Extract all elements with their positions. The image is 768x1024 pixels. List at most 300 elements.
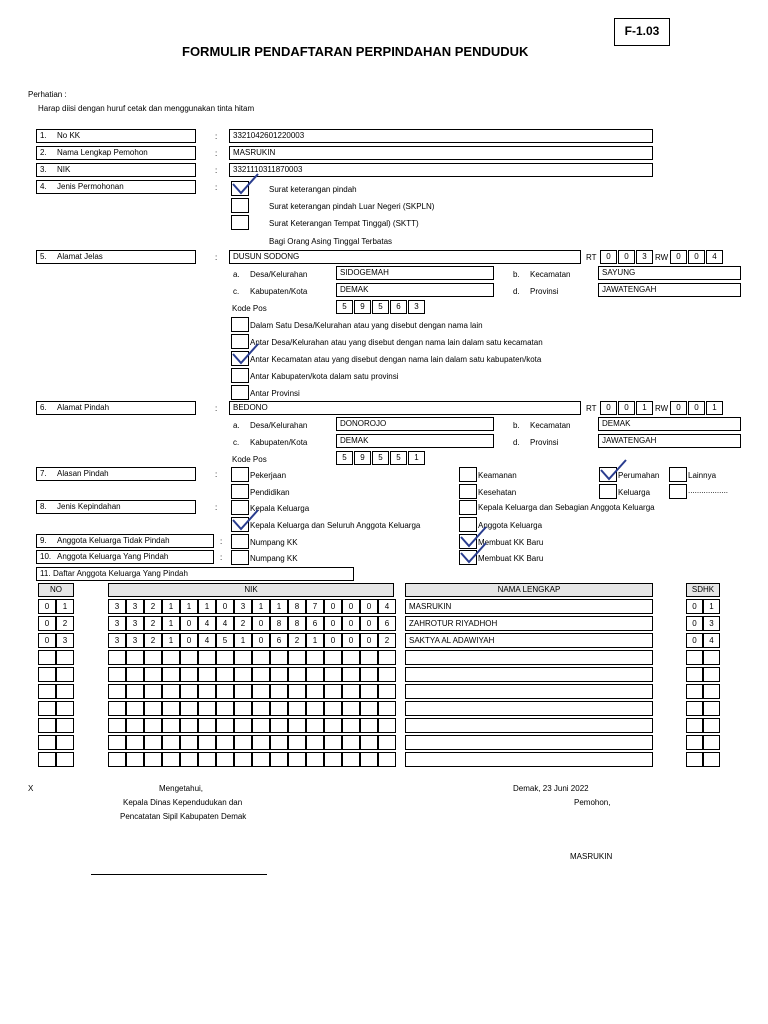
sdhk-digit-cell[interactable]: [686, 718, 703, 733]
checkbox-lainnya[interactable]: [669, 467, 687, 482]
nik-digit-cell[interactable]: 0: [324, 633, 342, 648]
sub-letter: a.: [233, 270, 240, 279]
nik-digit-cell[interactable]: [180, 650, 198, 665]
nik-digit-cell[interactable]: 3: [234, 599, 252, 614]
nik-digit-cell[interactable]: [216, 650, 234, 665]
nik-digit-cell[interactable]: 0: [342, 599, 360, 614]
sub-letter: c.: [233, 287, 240, 296]
nik-digit-cell[interactable]: [306, 735, 324, 750]
nik-digit-cell[interactable]: [144, 650, 162, 665]
checkbox-keamanan[interactable]: [459, 467, 477, 482]
nik-digit-cell[interactable]: [108, 718, 126, 733]
nik-digit-cell[interactable]: [360, 718, 378, 733]
nik-digit-cell[interactable]: [288, 752, 306, 767]
nik-digit-cell[interactable]: [216, 701, 234, 716]
nik-digit-cell[interactable]: [360, 735, 378, 750]
nik-digit-cell[interactable]: [360, 650, 378, 665]
nik-digit-cell[interactable]: [180, 752, 198, 767]
notice-label: Perhatian :: [28, 90, 67, 99]
digit: 3: [636, 250, 653, 264]
nik-digit-cell[interactable]: [342, 701, 360, 716]
nik-digit-cell[interactable]: [252, 735, 270, 750]
colon: :: [215, 166, 218, 175]
kepala-dinas-line1: Kepala Dinas Kependudukan dan: [123, 798, 243, 807]
nik-digit-cell[interactable]: 1: [180, 599, 198, 614]
no-digit-cell[interactable]: 0: [38, 633, 56, 648]
nik-digit-cell[interactable]: 1: [306, 633, 324, 648]
nik-digit-cell[interactable]: [162, 701, 180, 716]
nik-digit-cell[interactable]: [108, 701, 126, 716]
checkbox-pekerjaan[interactable]: [231, 467, 249, 482]
nik-digit-cell[interactable]: 0: [324, 616, 342, 631]
sub-letter: a.: [233, 421, 240, 430]
nik-digit-cell[interactable]: 1: [162, 616, 180, 631]
checkbox-perumahan[interactable]: [599, 467, 617, 482]
nik-digit-cell[interactable]: 0: [342, 616, 360, 631]
nik-digit-cell[interactable]: [270, 650, 288, 665]
sub-label: Desa/Kelurahan: [250, 421, 308, 430]
sdhk-digit-cell[interactable]: [703, 752, 720, 767]
nik-digit-cell[interactable]: [162, 735, 180, 750]
nik-digit-cell[interactable]: [144, 718, 162, 733]
nik-digit-cell[interactable]: [126, 752, 144, 767]
member-name-cell[interactable]: MASRUKIN: [405, 599, 653, 614]
nik-digit-cell[interactable]: [108, 752, 126, 767]
label-jenis-permohonan: 4. Jenis Permohonan: [36, 180, 196, 194]
nik-digit-cell[interactable]: [144, 735, 162, 750]
nik-digit-cell[interactable]: [288, 667, 306, 682]
option-label: Anggota Keluarga: [478, 521, 543, 530]
no-digit-cell[interactable]: [56, 650, 74, 665]
desa-field[interactable]: DONOROJO: [336, 417, 494, 431]
nik-digit-cell[interactable]: [234, 650, 252, 665]
sdhk-digit-cell[interactable]: [703, 684, 720, 699]
nik-digit-cell[interactable]: [234, 718, 252, 733]
nik-digit-cell[interactable]: [378, 684, 396, 699]
nik-digit-cell[interactable]: [378, 735, 396, 750]
nik-digit-cell[interactable]: [360, 684, 378, 699]
nik-digit-cell[interactable]: 3: [126, 633, 144, 648]
nik-digit-cell[interactable]: [216, 752, 234, 767]
nik-digit-cell[interactable]: [180, 667, 198, 682]
nik-digit-cell[interactable]: [378, 718, 396, 733]
nik-digit-cell[interactable]: [360, 667, 378, 682]
nik-field[interactable]: 3321110311870003: [229, 163, 653, 177]
no-digit-cell[interactable]: 0: [38, 616, 56, 631]
digit: 4: [706, 250, 723, 264]
nik-digit-cell[interactable]: 8: [288, 599, 306, 614]
sdhk-digit-cell[interactable]: 1: [703, 599, 720, 614]
checkbox-kk-seluruh[interactable]: [231, 517, 249, 532]
member-name-cell[interactable]: [405, 752, 653, 767]
nik-digit-cell[interactable]: 0: [342, 633, 360, 648]
no-digit-cell[interactable]: [38, 650, 56, 665]
nik-digit-cell[interactable]: [342, 735, 360, 750]
no-digit-cell[interactable]: [56, 735, 74, 750]
nik-digit-cell[interactable]: [288, 684, 306, 699]
nik-digit-cell[interactable]: 1: [198, 599, 216, 614]
nik-digit-cell[interactable]: 0: [360, 616, 378, 631]
nik-digit-cell[interactable]: [324, 701, 342, 716]
header-sdhk: SDHK: [686, 583, 720, 597]
alamat-jelas-field[interactable]: DUSUN SODONG: [229, 250, 581, 264]
option-label: Antar Kecamatan atau yang disebut dengan nama lain dalam satu kabupaten/kota: [250, 355, 542, 364]
nik-digit-cell[interactable]: [108, 650, 126, 665]
nik-digit-cell[interactable]: [288, 701, 306, 716]
provinsi-field[interactable]: JAWATENGAH: [598, 434, 741, 448]
nik-digit-cell[interactable]: [198, 667, 216, 682]
no-kk-field[interactable]: 3321042601220003: [229, 129, 653, 143]
no-digit-cell[interactable]: [56, 667, 74, 682]
nik-digit-cell[interactable]: 0: [216, 599, 234, 614]
nik-digit-cell[interactable]: [342, 718, 360, 733]
nik-digit-cell[interactable]: 2: [378, 633, 396, 648]
nik-digit-cell[interactable]: [342, 684, 360, 699]
nik-digit-cell[interactable]: [216, 718, 234, 733]
sdhk-digit-cell[interactable]: [686, 667, 703, 682]
nik-digit-cell[interactable]: 2: [144, 633, 162, 648]
nik-digit-cell[interactable]: [252, 684, 270, 699]
nik-digit-cell[interactable]: [126, 684, 144, 699]
sdhk-digit-cell[interactable]: 4: [703, 633, 720, 648]
nik-digit-cell[interactable]: [270, 667, 288, 682]
member-name-cell[interactable]: [405, 735, 653, 750]
digit: 0: [600, 401, 617, 415]
nik-digit-cell[interactable]: 4: [378, 599, 396, 614]
nik-digit-cell[interactable]: [162, 650, 180, 665]
nik-digit-cell[interactable]: [252, 667, 270, 682]
colon: :: [215, 183, 218, 192]
no-digit-cell[interactable]: [38, 684, 56, 699]
nik-digit-cell[interactable]: 0: [180, 633, 198, 648]
nik-digit-cell[interactable]: [324, 718, 342, 733]
nik-digit-cell[interactable]: 5: [216, 633, 234, 648]
sdhk-digit-cell[interactable]: [703, 650, 720, 665]
option-label: Membuat KK Baru: [478, 538, 544, 547]
sdhk-digit-cell[interactable]: 0: [686, 616, 703, 631]
kodepos-label: Kode Pos: [232, 304, 267, 313]
kecamatan-field[interactable]: SAYUNG: [598, 266, 741, 280]
nik-digit-cell[interactable]: [252, 650, 270, 665]
kabupaten-field[interactable]: DEMAK: [336, 434, 494, 448]
nik-digit-cell[interactable]: [126, 701, 144, 716]
no-digit-cell[interactable]: 0: [38, 599, 56, 614]
nik-digit-cell[interactable]: 1: [162, 633, 180, 648]
option-label: Membuat KK Baru: [478, 554, 544, 563]
digit: 5: [336, 300, 353, 314]
nik-digit-cell[interactable]: [306, 752, 324, 767]
nik-digit-cell[interactable]: [144, 752, 162, 767]
nik-digit-cell[interactable]: 0: [252, 633, 270, 648]
sdhk-digit-cell[interactable]: [686, 735, 703, 750]
nik-digit-cell[interactable]: [216, 684, 234, 699]
nik-digit-cell[interactable]: [324, 650, 342, 665]
nik-digit-cell[interactable]: [306, 667, 324, 682]
nama-field[interactable]: MASRUKIN: [229, 146, 653, 160]
nik-digit-cell[interactable]: 7: [306, 599, 324, 614]
nik-digit-cell[interactable]: [270, 718, 288, 733]
nik-digit-cell[interactable]: [306, 650, 324, 665]
sdhk-digit-cell[interactable]: [686, 684, 703, 699]
sub-letter: c.: [233, 438, 240, 447]
lainnya-dots: ..................: [688, 486, 729, 495]
digit: 9: [354, 451, 371, 465]
option-label: Pendidikan: [250, 488, 290, 497]
checkbox-numpang-kk[interactable]: [231, 550, 249, 565]
nik-digit-cell[interactable]: [234, 667, 252, 682]
label-alasan: 7. Alasan Pindah: [36, 467, 196, 481]
option-label: Kepala Keluarga dan Sebagian Anggota Keluarga: [478, 503, 655, 512]
sdhk-digit-cell[interactable]: [686, 752, 703, 767]
nik-digit-cell[interactable]: [180, 735, 198, 750]
sub-label: Kabupaten/Kota: [250, 438, 308, 447]
nik-digit-cell[interactable]: [180, 684, 198, 699]
nik-digit-cell[interactable]: [252, 701, 270, 716]
checkbox-kk-baru[interactable]: [459, 550, 477, 565]
nik-digit-cell[interactable]: 2: [144, 599, 162, 614]
checkbox-klasifikasi[interactable]: [231, 317, 249, 332]
kabupaten-field[interactable]: DEMAK: [336, 283, 494, 297]
nik-digit-cell[interactable]: 0: [360, 633, 378, 648]
member-name-cell[interactable]: [405, 684, 653, 699]
sdhk-digit-cell[interactable]: [703, 718, 720, 733]
nik-digit-cell[interactable]: [234, 701, 252, 716]
kepala-dinas-line2: Pencatatan Sipil Kabupaten Demak: [120, 812, 247, 821]
nik-digit-cell[interactable]: [306, 684, 324, 699]
sdhk-digit-cell[interactable]: 0: [686, 599, 703, 614]
provinsi-field[interactable]: JAWATENGAH: [598, 283, 741, 297]
no-digit-cell[interactable]: [56, 718, 74, 733]
checkbox-klasifikasi[interactable]: [231, 351, 249, 366]
nik-digit-cell[interactable]: 0: [360, 599, 378, 614]
checkbox-skpln[interactable]: [231, 198, 249, 213]
checkbox-numpang-kk[interactable]: [231, 534, 249, 549]
digit: 5: [372, 300, 389, 314]
checkbox-surat-pindah[interactable]: [231, 181, 249, 196]
checkbox-lainnya-input[interactable]: [669, 484, 687, 499]
label-alamat-pindah: 6. Alamat Pindah: [36, 401, 196, 415]
nik-digit-cell[interactable]: [270, 752, 288, 767]
option-label: Surat keterangan pindah: [269, 185, 357, 194]
label-nik: 3. NIK: [36, 163, 196, 177]
sdhk-digit-cell[interactable]: [686, 650, 703, 665]
checkbox-keluarga[interactable]: [599, 484, 617, 499]
nik-digit-cell[interactable]: [198, 752, 216, 767]
nik-digit-cell[interactable]: 8: [288, 616, 306, 631]
checkbox-klasifikasi[interactable]: [231, 368, 249, 383]
no-digit-cell[interactable]: [38, 735, 56, 750]
nik-digit-cell[interactable]: [198, 735, 216, 750]
nik-digit-cell[interactable]: 2: [234, 616, 252, 631]
desa-field[interactable]: SIDOGEMAH: [336, 266, 494, 280]
nik-digit-cell[interactable]: [126, 735, 144, 750]
nik-digit-cell[interactable]: [252, 752, 270, 767]
nik-digit-cell[interactable]: 2: [288, 633, 306, 648]
label-nama: 2. Nama Lengkap Pemohon: [36, 146, 196, 160]
sdhk-digit-cell[interactable]: 0: [686, 633, 703, 648]
nik-digit-cell[interactable]: [126, 667, 144, 682]
nik-digit-cell[interactable]: [216, 667, 234, 682]
nik-digit-cell[interactable]: [198, 684, 216, 699]
nik-digit-cell[interactable]: [378, 701, 396, 716]
checkbox-sktt[interactable]: [231, 215, 249, 230]
member-name-cell[interactable]: [405, 701, 653, 716]
sdhk-digit-cell[interactable]: [703, 735, 720, 750]
nik-digit-cell[interactable]: 0: [180, 616, 198, 631]
sub-letter: b.: [513, 270, 520, 279]
page-title: FORMULIR PENDAFTARAN PERPINDAHAN PENDUDUK: [182, 44, 529, 59]
member-name-cell[interactable]: SAKTYA AL ADAWIYAH: [405, 633, 653, 648]
colon: :: [215, 149, 218, 158]
nik-digit-cell[interactable]: 3: [108, 633, 126, 648]
member-name-cell[interactable]: [405, 650, 653, 665]
rt-label: RT: [586, 404, 597, 413]
nik-digit-cell[interactable]: [342, 650, 360, 665]
no-digit-cell[interactable]: [38, 667, 56, 682]
no-digit-cell[interactable]: 3: [56, 633, 74, 648]
nik-digit-cell[interactable]: [198, 650, 216, 665]
checkbox-klasifikasi[interactable]: [231, 385, 249, 400]
nik-digit-cell[interactable]: [198, 718, 216, 733]
sdhk-digit-cell[interactable]: [703, 667, 720, 682]
nik-digit-cell[interactable]: [360, 752, 378, 767]
sdhk-digit-cell[interactable]: [703, 701, 720, 716]
nik-digit-cell[interactable]: [360, 701, 378, 716]
nik-digit-cell[interactable]: [216, 735, 234, 750]
checkbox-pendidikan[interactable]: [231, 484, 249, 499]
nik-digit-cell[interactable]: [342, 667, 360, 682]
sdhk-digit-cell[interactable]: 3: [703, 616, 720, 631]
no-digit-cell[interactable]: [38, 752, 56, 767]
nik-digit-cell[interactable]: 0: [324, 599, 342, 614]
no-digit-cell[interactable]: 1: [56, 599, 74, 614]
colon: :: [215, 404, 218, 413]
member-name-cell[interactable]: [405, 718, 653, 733]
nik-digit-cell[interactable]: 8: [270, 616, 288, 631]
option-label: Numpang KK: [250, 554, 298, 563]
nik-digit-cell[interactable]: [180, 718, 198, 733]
nik-digit-cell[interactable]: [270, 684, 288, 699]
nik-digit-cell[interactable]: 3: [126, 616, 144, 631]
nik-digit-cell[interactable]: [234, 735, 252, 750]
nik-digit-cell[interactable]: 6: [378, 616, 396, 631]
header-no: NO: [38, 583, 74, 597]
nik-digit-cell[interactable]: 4: [198, 633, 216, 648]
nik-digit-cell[interactable]: [378, 667, 396, 682]
checkbox-kesehatan[interactable]: [459, 484, 477, 499]
nik-digit-cell[interactable]: 6: [270, 633, 288, 648]
nik-digit-cell[interactable]: [144, 684, 162, 699]
nik-digit-cell[interactable]: 1: [234, 633, 252, 648]
sdhk-digit-cell[interactable]: [686, 701, 703, 716]
checkbox-kk-sebagian[interactable]: [459, 500, 477, 515]
digit: 1: [636, 401, 653, 415]
nik-digit-cell[interactable]: [234, 752, 252, 767]
nik-digit-cell[interactable]: [324, 667, 342, 682]
nik-digit-cell[interactable]: 1: [270, 599, 288, 614]
sub-letter: d.: [513, 438, 520, 447]
checkmark-icon: [230, 172, 260, 196]
sub-label: Kecamatan: [530, 270, 571, 279]
nik-digit-cell[interactable]: [378, 752, 396, 767]
nik-digit-cell[interactable]: [108, 684, 126, 699]
member-name-cell[interactable]: ZAHROTUR RIYADHOH: [405, 616, 653, 631]
member-name-cell[interactable]: [405, 667, 653, 682]
nik-digit-cell[interactable]: [306, 701, 324, 716]
nik-digit-cell[interactable]: [144, 667, 162, 682]
nik-digit-cell[interactable]: [252, 718, 270, 733]
header-nama: NAMA LENGKAP: [405, 583, 653, 597]
no-digit-cell[interactable]: [38, 701, 56, 716]
rw-label: RW: [655, 404, 669, 413]
nik-digit-cell[interactable]: [288, 735, 306, 750]
nik-digit-cell[interactable]: 0: [252, 616, 270, 631]
nik-digit-cell[interactable]: [162, 718, 180, 733]
alamat-pindah-field[interactable]: BEDONO: [229, 401, 581, 415]
digit: 6: [390, 300, 407, 314]
no-digit-cell[interactable]: [56, 701, 74, 716]
header-nik: NIK: [108, 583, 394, 597]
digit: 5: [372, 451, 389, 465]
nik-digit-cell[interactable]: 4: [216, 616, 234, 631]
nik-digit-cell[interactable]: [342, 752, 360, 767]
digit: 1: [706, 401, 723, 415]
no-digit-cell[interactable]: [56, 752, 74, 767]
nik-digit-cell[interactable]: [270, 735, 288, 750]
nik-digit-cell[interactable]: [306, 718, 324, 733]
nik-digit-cell[interactable]: 6: [306, 616, 324, 631]
nik-digit-cell[interactable]: [324, 684, 342, 699]
nik-digit-cell[interactable]: [324, 752, 342, 767]
nik-digit-cell[interactable]: [162, 752, 180, 767]
nik-digit-cell[interactable]: [234, 684, 252, 699]
nik-digit-cell[interactable]: [288, 650, 306, 665]
no-digit-cell[interactable]: 2: [56, 616, 74, 631]
digit: 1: [408, 451, 425, 465]
nik-digit-cell[interactable]: [198, 701, 216, 716]
nik-digit-cell[interactable]: [108, 735, 126, 750]
nik-digit-cell[interactable]: [126, 650, 144, 665]
nik-digit-cell[interactable]: [162, 684, 180, 699]
nik-digit-cell[interactable]: [144, 701, 162, 716]
colon: :: [215, 132, 218, 141]
nik-digit-cell[interactable]: 3: [108, 616, 126, 631]
no-digit-cell[interactable]: [56, 684, 74, 699]
kodepos-label: Kode Pos: [232, 455, 267, 464]
sub-label: Provinsi: [530, 287, 559, 296]
nik-digit-cell[interactable]: 3: [126, 599, 144, 614]
digit: 0: [600, 250, 617, 264]
nik-digit-cell[interactable]: 2: [144, 616, 162, 631]
nik-digit-cell[interactable]: [180, 701, 198, 716]
nik-digit-cell[interactable]: 1: [162, 599, 180, 614]
nik-digit-cell[interactable]: [378, 650, 396, 665]
nik-digit-cell[interactable]: [270, 701, 288, 716]
nik-digit-cell[interactable]: [324, 735, 342, 750]
nik-digit-cell[interactable]: [162, 667, 180, 682]
nik-digit-cell[interactable]: [126, 718, 144, 733]
option-label: Antar Provinsi: [250, 389, 300, 398]
nik-digit-cell[interactable]: [288, 718, 306, 733]
sub-label: Kabupaten/Kota: [250, 287, 308, 296]
nik-digit-cell[interactable]: 3: [108, 599, 126, 614]
no-digit-cell[interactable]: [38, 718, 56, 733]
nik-digit-cell[interactable]: 4: [198, 616, 216, 631]
kecamatan-field[interactable]: DEMAK: [598, 417, 741, 431]
nik-digit-cell[interactable]: 1: [252, 599, 270, 614]
sub-label: Desa/Kelurahan: [250, 270, 308, 279]
nik-digit-cell[interactable]: [108, 667, 126, 682]
